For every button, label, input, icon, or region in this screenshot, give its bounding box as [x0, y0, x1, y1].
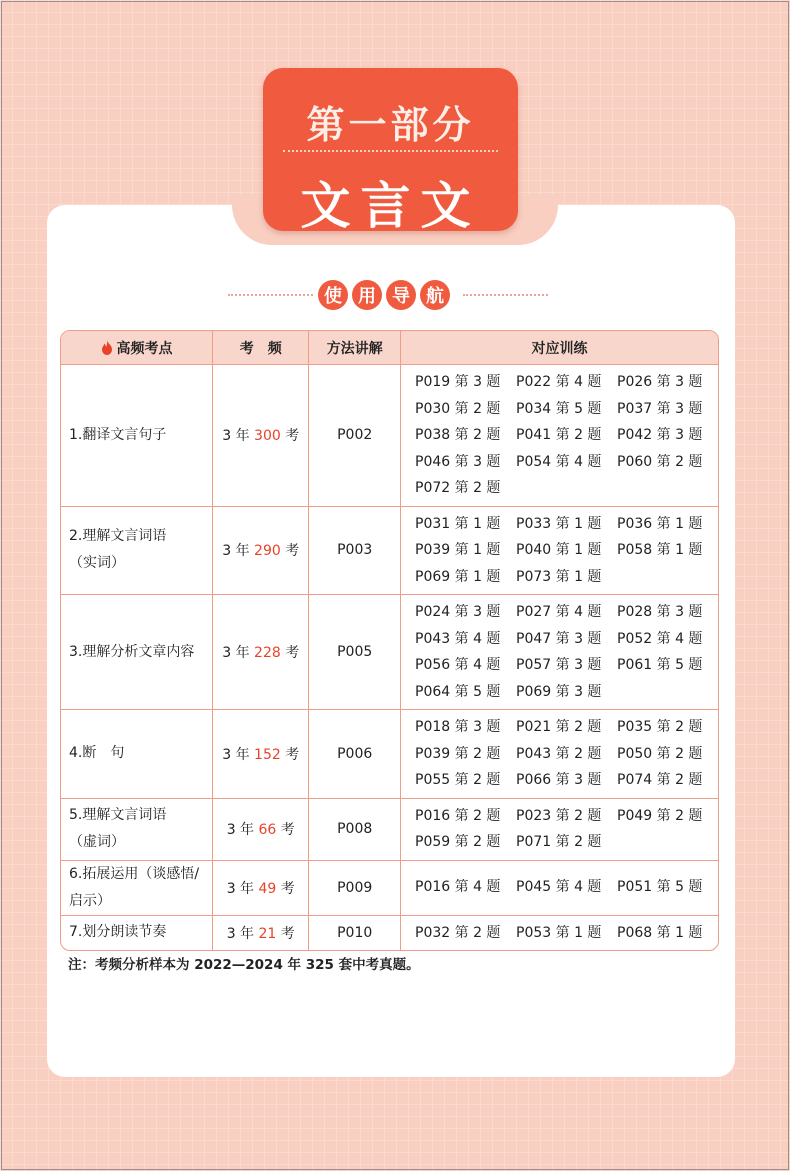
training-reference: P030 第 2 题: [415, 400, 501, 417]
training-reference: P059 第 2 题: [415, 834, 501, 850]
topic-cell: [61, 798, 213, 860]
training-reference: P034 第 5 题: [516, 400, 602, 417]
method-page-cell: P010: [309, 915, 401, 951]
training-reference: P057 第 3 题: [516, 657, 602, 673]
training-reference: P016 第 4 题: [415, 879, 501, 896]
table-row: [61, 915, 718, 951]
page-title: 文言文: [300, 176, 481, 235]
frequency-prefix: 3 年: [222, 746, 255, 763]
frequency-count: 66: [258, 822, 277, 838]
topic-text: （实词）: [69, 555, 125, 572]
table-row: [61, 594, 718, 709]
frequency-count: 290: [254, 543, 281, 560]
frequency-count: 49: [258, 880, 277, 897]
frequency-prefix: 3 年: [226, 925, 259, 942]
topic-cell: [61, 594, 213, 709]
frequency-prefix: 3 年: [226, 822, 259, 838]
training-reference: P033 第 1 题: [516, 515, 602, 532]
training-reference: P040 第 1 题: [516, 542, 602, 558]
training-reference: P072 第 2 题: [415, 480, 501, 496]
frequency-suffix: 考: [280, 543, 300, 560]
method-page-cell: P003: [309, 506, 401, 595]
frequency-cell: [213, 709, 309, 798]
training-reference: P043 第 2 题: [516, 745, 602, 762]
nav-char-badge: 航: [420, 280, 450, 310]
training-reference: P031 第 1 题: [415, 515, 501, 532]
frequency-cell: [213, 506, 309, 595]
table-row: [61, 860, 718, 915]
topic-text: 5.理解文言词语: [69, 807, 167, 823]
frequency-suffix: 考: [276, 822, 295, 838]
training-reference: P039 第 1 题: [415, 542, 501, 558]
training-reference: P052 第 4 题: [617, 630, 703, 647]
training-reference: P027 第 4 题: [516, 604, 602, 620]
topic-cell: [61, 364, 213, 506]
training-reference: P054 第 4 题: [516, 453, 602, 470]
training-reference: P061 第 5 题: [617, 657, 703, 673]
header-freq: 考 频: [213, 331, 309, 364]
training-reference: P042 第 3 题: [617, 427, 703, 443]
frequency-suffix: 考: [280, 428, 300, 445]
training-reference: P037 第 3 题: [617, 400, 703, 417]
training-reference: P035 第 2 题: [617, 719, 703, 735]
training-reference: P050 第 2 题: [617, 745, 703, 762]
nav-badges: [318, 280, 458, 310]
training-reference: P074 第 2 题: [617, 772, 703, 788]
training-reference: P047 第 3 题: [516, 630, 602, 647]
table-body: [61, 364, 718, 950]
topic-text: 4.断 句: [69, 745, 125, 762]
training-reference: P045 第 4 题: [516, 879, 602, 896]
training-reference: P026 第 3 题: [617, 374, 703, 390]
frequency-suffix: 考: [276, 880, 295, 897]
frequency-cell: [213, 915, 309, 951]
training-reference: P069 第 3 题: [516, 683, 602, 700]
header-training: 对应训练: [401, 331, 718, 364]
topic-text: 7.划分朗读节奏: [69, 924, 167, 941]
frequency-cell: [213, 798, 309, 860]
method-page-cell: P005: [309, 594, 401, 709]
topic-cell: [61, 709, 213, 798]
frequency-cell: [213, 364, 309, 506]
training-cell: [401, 915, 718, 951]
method-page-cell: P008: [309, 798, 401, 860]
training-reference: P060 第 2 题: [617, 453, 703, 470]
fire-icon: [101, 340, 113, 355]
topic-text: 3.理解分析文章内容: [69, 643, 195, 660]
training-reference: P028 第 3 题: [617, 604, 703, 620]
frequency-suffix: 考: [276, 925, 295, 942]
navigation-table: [60, 330, 719, 951]
training-reference: P032 第 2 题: [415, 924, 501, 941]
training-reference: P036 第 1 题: [617, 515, 703, 532]
topic-cell: [61, 506, 213, 595]
training-reference: P024 第 3 题: [415, 604, 501, 620]
training-reference: P022 第 4 题: [516, 374, 602, 390]
training-cell: [401, 860, 718, 915]
frequency-suffix: 考: [280, 645, 300, 661]
training-cell: [401, 594, 718, 709]
training-reference: P073 第 1 题: [516, 568, 602, 585]
table-row: [61, 798, 718, 860]
training-reference: P064 第 5 题: [415, 683, 501, 700]
frequency-prefix: 3 年: [222, 645, 255, 661]
footnote: 注：考频分析样本为 2022—2024 年 325 套中考真题。: [68, 957, 420, 973]
dotted-divider-left: [228, 294, 313, 296]
frequency-prefix: 3 年: [222, 428, 255, 445]
frequency-count: 228: [254, 645, 281, 661]
training-reference: P055 第 2 题: [415, 772, 501, 788]
frequency-prefix: 3 年: [222, 543, 255, 560]
topic-cell: [61, 915, 213, 951]
training-reference: P041 第 2 题: [516, 427, 602, 443]
title-divider: [283, 150, 498, 152]
training-reference: P018 第 3 题: [415, 719, 501, 735]
training-reference: P019 第 3 题: [415, 374, 501, 390]
training-reference: P068 第 1 题: [617, 924, 703, 941]
training-cell: [401, 364, 718, 506]
training-reference: P039 第 2 题: [415, 745, 501, 762]
training-reference: P058 第 1 题: [617, 542, 703, 558]
table-row: [61, 506, 718, 595]
nav-char-badge: 导: [386, 280, 416, 310]
table-header-row: [61, 331, 718, 364]
training-reference: P023 第 2 题: [516, 807, 602, 824]
topic-text: 6.拓展运用（谈感悟/: [69, 865, 200, 882]
header-topic: [61, 331, 213, 364]
topic-text: 2.理解文言词语: [69, 528, 167, 545]
method-page-cell: P006: [309, 709, 401, 798]
topic-text: 1.翻译文言句子: [69, 426, 167, 443]
training-reference: P046 第 3 题: [415, 453, 501, 470]
topic-text: 启示）: [69, 892, 111, 909]
nav-char-badge: 用: [352, 280, 382, 310]
frequency-suffix: 考: [280, 746, 300, 763]
training-reference: P066 第 3 题: [516, 772, 602, 788]
training-reference: P016 第 2 题: [415, 807, 501, 824]
usage-nav-heading: [228, 280, 548, 310]
topic-cell: [61, 860, 213, 915]
training-reference: P021 第 2 题: [516, 719, 602, 735]
training-reference: P038 第 2 题: [415, 427, 501, 443]
frequency-count: 300: [254, 428, 281, 445]
frequency-prefix: 3 年: [226, 880, 259, 897]
frequency-count: 152: [254, 746, 281, 763]
dotted-divider-right: [463, 294, 548, 296]
training-cell: [401, 798, 718, 860]
training-reference: P069 第 1 题: [415, 568, 501, 585]
header-method: 方法讲解: [309, 331, 401, 364]
table-row: [61, 709, 718, 798]
frequency-cell: [213, 860, 309, 915]
frequency-count: 21: [258, 925, 277, 942]
header-topic-label: 高频考点: [116, 340, 173, 357]
training-reference: P053 第 1 题: [516, 924, 602, 941]
frequency-cell: [213, 594, 309, 709]
training-cell: [401, 506, 718, 595]
method-page-cell: P009: [309, 860, 401, 915]
method-page-cell: P002: [309, 364, 401, 506]
nav-char-badge: 使: [318, 280, 348, 310]
training-reference: P043 第 4 题: [415, 630, 501, 647]
training-cell: [401, 709, 718, 798]
training-reference: P071 第 2 题: [516, 834, 602, 850]
training-reference: P051 第 5 题: [617, 879, 703, 896]
part-label: 第一部分: [306, 103, 475, 147]
training-reference: P056 第 4 题: [415, 657, 501, 673]
topic-text: （虚词）: [69, 834, 125, 850]
table-row: [61, 364, 718, 506]
training-reference: P049 第 2 题: [617, 807, 703, 824]
part-title-banner: [263, 68, 518, 235]
